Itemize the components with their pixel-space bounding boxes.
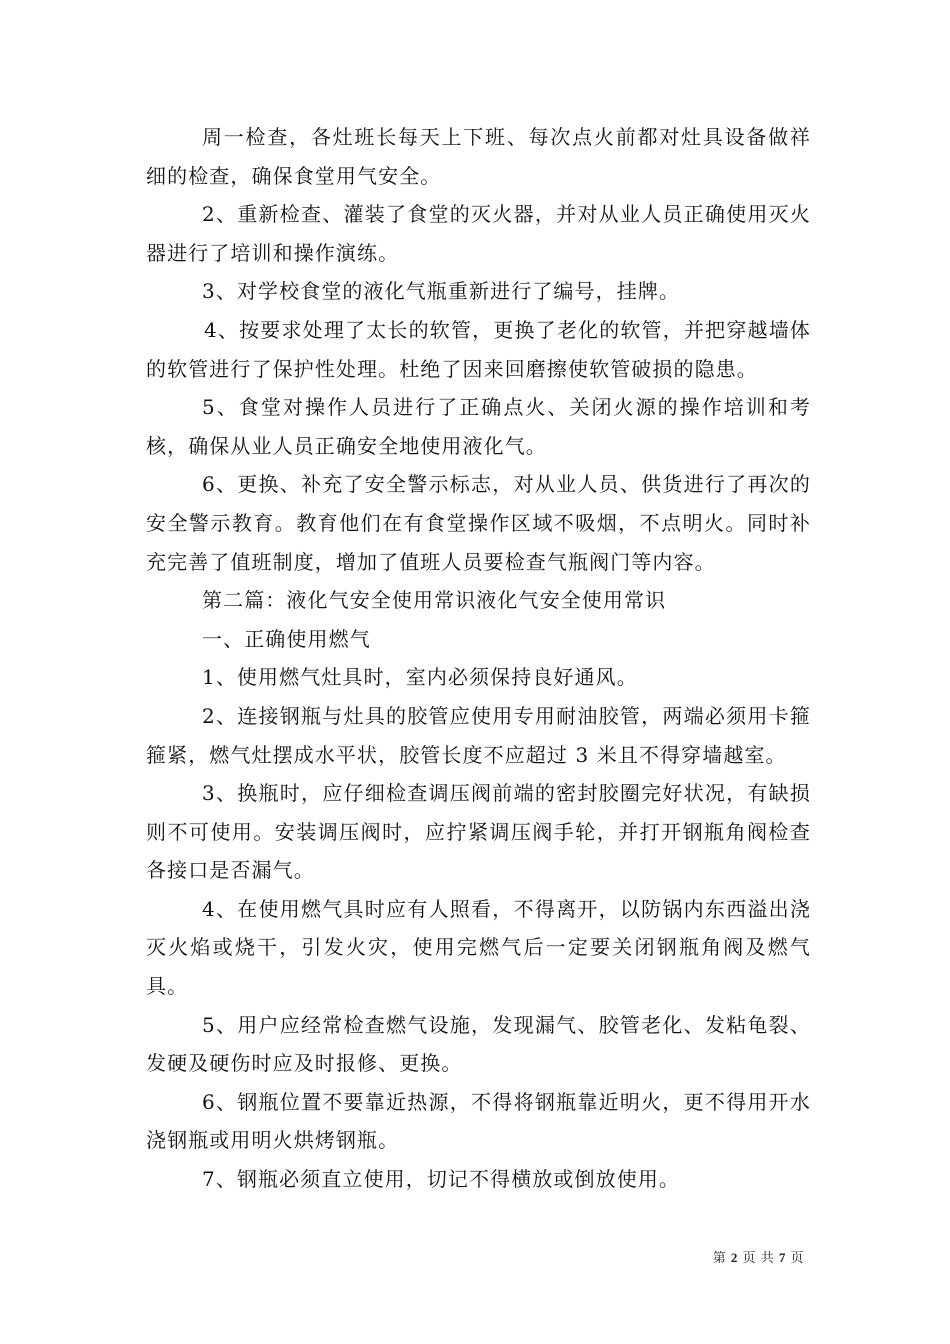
page-number-footer: [713, 1247, 804, 1266]
paragraph-hose-replacement: 4、按要求处理了太长的软管，更换了老化的软管，并把穿越墙体的软管进行了保护性处理。杜绝了因来回磨擦使软管破损的隐患。: [146, 317, 811, 381]
document-body: [146, 118, 811, 1199]
paragraph-supervision: 4、在使用燃气具时应有人照看，不得离开，以防锅内东西溢出浇灭火焰或烧干，引发火灾，使用完燃气后一定要关闭钢瓶角阀及燃气具。: [146, 896, 811, 999]
paragraph-cylinder-numbering: 3、对学校食堂的液化气瓶重新进行了编号，挂牌。: [202, 279, 681, 304]
paragraph-heat-source: 6、钢瓶位置不要靠近热源，不得将钢瓶靠近明火，更不得用开水浇钢瓶或用明火烘烤钢瓶。: [146, 1089, 811, 1153]
paragraph-regulator-check: 3、换瓶时，应仔细检查调压阀前端的密封胶圈完好状况，有缺损则不可使用。安装调压阀时，应拧紧调压阀手轮，并打开钢瓶角阀检查各接口是否漏气。: [146, 781, 811, 883]
total-page-number: 7: [778, 1250, 786, 1265]
paragraph-ventilation: 1、使用燃气灶具时，室内必须保持良好通风。: [202, 665, 638, 690]
subsection-heading-correct-use: 一、正确使用燃气: [202, 626, 371, 651]
section-heading-part-two: 第二篇：液化气安全使用常识液化气安全使用常识: [202, 588, 667, 613]
footer-middle: 页 共: [742, 1251, 775, 1266]
paragraph-facility-inspection: 5、用户应经常检查燃气设施，发现漏气、胶管老化、发粘龟裂、发硬及硬伤时应及时报修、更换。: [146, 1012, 811, 1076]
current-page-number: 2: [730, 1250, 738, 1265]
paragraph-extinguishers: 2、重新检查、灌装了食堂的灭火器，并对从业人员正确使用灭火器进行了培训和操作演练。: [146, 202, 811, 265]
footer-suffix: 页: [790, 1251, 804, 1266]
footer-prefix: 第: [712, 1251, 727, 1266]
paragraph-hose-connection: 2、连接钢瓶与灶具的胶管应使用专用耐油胶管，两端必须用卡箍箍紧，燃气灶摆成水平状，胶管长度不应超过 3 米且不得穿墙越室。: [146, 703, 811, 767]
paragraph-ignition-training: 5、食堂对操作人员进行了正确点火、关闭火源的操作培训和考核，确保从业人员正确安全地使用液化气。: [146, 395, 811, 458]
paragraph-warning-signs: 6、更换、补充了安全警示标志，对从业人员、供货进行了再次的安全警示教育。教育他们在有食堂操作区域不吸烟，不点明火。同时补充完善了值班制度，增加了值班人员要检查气瓶阀门等内容。: [146, 472, 811, 574]
paragraph-inspection-schedule: 周一检查，各灶班长每天上下班、每次点火前都对灶具设备做祥细的检查，确保食堂用气安全。: [146, 125, 811, 188]
paragraph-upright-use: 7、钢瓶必须直立使用，切记不得横放或倒放使用。: [202, 1167, 681, 1192]
